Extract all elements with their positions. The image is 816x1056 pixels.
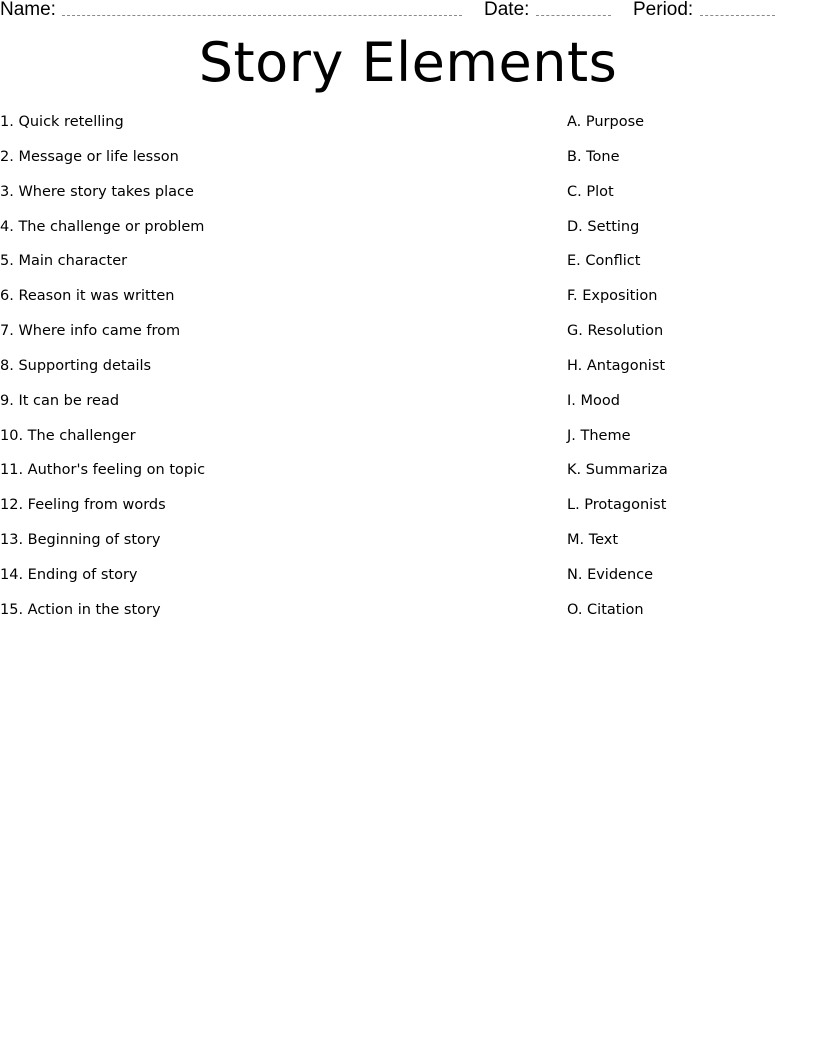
name-blank-line[interactable] xyxy=(62,14,462,16)
answer-item: C. Plot xyxy=(567,183,614,200)
question-item: 10. The challenger xyxy=(0,427,136,444)
question-item: 3. Where story takes place xyxy=(0,183,194,200)
question-item: 5. Main character xyxy=(0,253,128,270)
answer-item: D. Setting xyxy=(567,218,640,235)
answer-item: G. Resolution xyxy=(567,323,664,340)
answer-item: I. Mood xyxy=(567,392,620,409)
answer-item: L. Protagonist xyxy=(567,497,667,514)
worksheet-header xyxy=(0,0,816,23)
answer-item: F. Exposition xyxy=(567,288,658,305)
answer-item: K. Summariza xyxy=(567,462,668,479)
answers-list xyxy=(567,112,807,635)
answer-item: E. Conflict xyxy=(567,253,641,270)
question-item: 9. It can be read xyxy=(0,392,120,409)
question-item: 14. Ending of story xyxy=(0,566,138,583)
answer-item: H. Antagonist xyxy=(567,357,666,374)
name-label: Name: xyxy=(0,0,56,20)
answer-item: B. Tone xyxy=(567,148,620,165)
period-blank-line[interactable] xyxy=(700,14,775,16)
question-item: 2. Message or life lesson xyxy=(0,148,179,165)
question-item: 4. The challenge or problem xyxy=(0,218,205,235)
question-item: 12. Feeling from words xyxy=(0,497,166,514)
answer-item: M. Text xyxy=(567,532,619,549)
date-label: Date: xyxy=(484,0,530,20)
question-item: 11. Author's feeling on topic xyxy=(0,462,206,479)
answer-item: A. Purpose xyxy=(567,114,645,130)
date-blank-line[interactable] xyxy=(536,14,611,16)
answer-item: J. Theme xyxy=(567,427,631,444)
question-item: 1. Quick retelling xyxy=(0,114,124,130)
questions-list xyxy=(0,112,500,635)
question-item: 7. Where info came from xyxy=(0,323,181,340)
question-item: 13. Beginning of story xyxy=(0,532,161,549)
question-item: 8. Supporting details xyxy=(0,357,152,374)
page-title: Story Elements xyxy=(198,31,618,94)
question-item: 15. Action in the story xyxy=(0,601,161,618)
period-label: Period: xyxy=(633,0,694,20)
question-item: 6. Reason it was written xyxy=(0,288,175,305)
answer-item: O. Citation xyxy=(567,601,644,618)
answer-item: N. Evidence xyxy=(567,566,654,583)
